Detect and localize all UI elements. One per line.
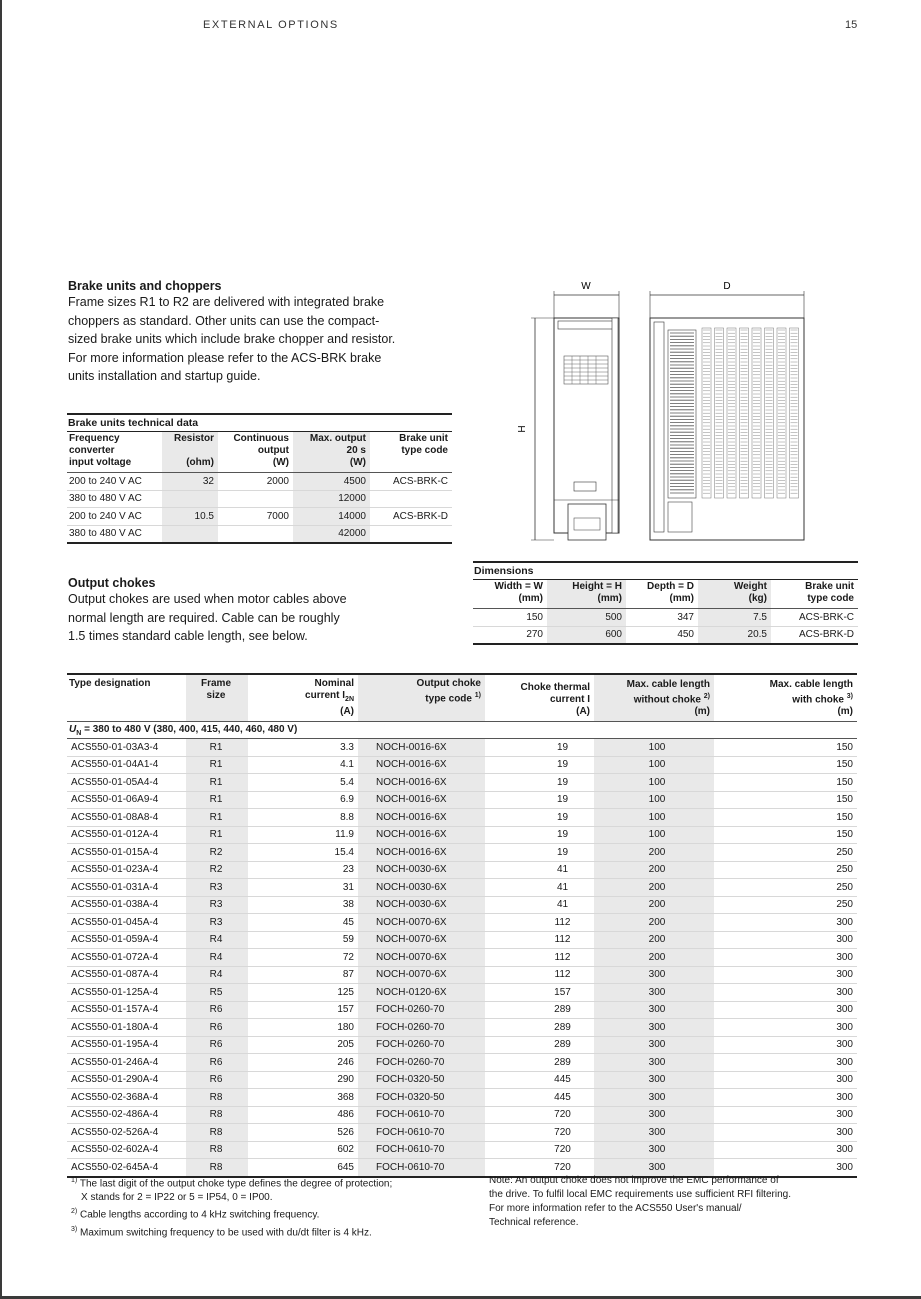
table-cell: 6.9: [248, 791, 358, 809]
table-cell: 45: [248, 914, 358, 932]
table-cell: FOCH-0260-70: [358, 1036, 485, 1054]
table-cell: 19: [485, 791, 594, 809]
table-cell: 200: [594, 844, 714, 862]
table-cell: ACS550-01-087A-4: [67, 966, 186, 984]
table-cell: 38: [248, 896, 358, 914]
table-cell: 300: [714, 1159, 857, 1177]
voltage-group-row: $U_N = 380$ to 480 V (380, 400, 415, 440, 460, 480 V): [67, 722, 857, 739]
table-cell: NOCH-0016-6X: [358, 844, 485, 862]
table-cell: 300: [594, 1019, 714, 1037]
table-cell: FOCH-0320-50: [358, 1089, 485, 1107]
table-cell: 602: [248, 1141, 358, 1159]
table-cell: ACS550-01-08A8-4: [67, 809, 186, 827]
table-cell: 300: [714, 966, 857, 984]
table-cell: 8.8: [248, 809, 358, 827]
table-cell: ACS550-02-645A-4: [67, 1159, 186, 1177]
table-cell: 59: [248, 931, 358, 949]
table-cell: 300: [714, 1124, 857, 1142]
table-cell: 20.5: [698, 626, 771, 644]
table-cell: [162, 490, 218, 508]
column-header: Choke thermal current I (A): [485, 675, 594, 722]
table-cell: 250: [714, 844, 857, 862]
table-cell: 300: [594, 1106, 714, 1124]
width-label: W: [581, 281, 591, 292]
column-header: Type designation: [67, 675, 186, 722]
table-cell: 445: [485, 1071, 594, 1089]
column-header: Resistor (ohm): [162, 432, 218, 473]
table-row: [67, 984, 857, 1002]
table-row: [67, 473, 452, 491]
table-cell: 270: [473, 626, 547, 644]
table-cell: 4.1: [248, 756, 358, 774]
output-chokes-heading: Output chokes: [68, 576, 156, 590]
table-cell: 112: [485, 931, 594, 949]
table-cell: 300: [714, 931, 857, 949]
table-cell: 12000: [293, 490, 370, 508]
table-cell: 72: [248, 949, 358, 967]
column-header: Nominal current $I_{2N}$ (A): [248, 675, 358, 722]
section-title: EXTERNAL OPTIONS: [203, 19, 339, 31]
column-header: Max. cable length with choke $^{3)}$ (m): [714, 675, 857, 722]
note-line: the drive. To fulfil local EMC requirements use sufficient RFI filtering.: [489, 1189, 791, 1200]
text-line: 1.5 times standard cable length, see below.: [68, 629, 308, 644]
table-cell: 300: [594, 1036, 714, 1054]
table-cell: 347: [626, 609, 698, 627]
table-cell: ACS550-01-157A-4: [67, 1001, 186, 1019]
table-cell: ACS550-02-526A-4: [67, 1124, 186, 1142]
table-cell: 289: [485, 1001, 594, 1019]
table-row: [473, 609, 858, 627]
table-cell: 300: [714, 914, 857, 932]
table-cell: NOCH-0016-6X: [358, 756, 485, 774]
table-cell: NOCH-0016-6X: [358, 774, 485, 792]
table-cell: 600: [547, 626, 626, 644]
table-cell: ACS550-01-290A-4: [67, 1071, 186, 1089]
table-cell: R3: [186, 879, 248, 897]
table-cell: 720: [485, 1124, 594, 1142]
table-cell: ACS550-01-059A-4: [67, 931, 186, 949]
table-cell: 150: [714, 739, 857, 757]
column-header: Max. cable length without choke $^{2)}$ (m): [594, 675, 714, 722]
table-cell: 300: [714, 1141, 857, 1159]
table-cell: 41: [485, 861, 594, 879]
table-cell: 200: [594, 949, 714, 967]
column-header: Output choke type code $^{1)}$: [358, 675, 485, 722]
text-line: units installation and startup guide.: [68, 369, 261, 384]
table-cell: 380 to 480 V AC: [67, 525, 162, 543]
table-row: [67, 809, 857, 827]
table-cell: 112: [485, 949, 594, 967]
table-cell: NOCH-0120-6X: [358, 984, 485, 1002]
table-cell: 720: [485, 1141, 594, 1159]
text-line: For more information please refer to the ACS-BRK brake: [68, 350, 382, 365]
table-cell: R2: [186, 861, 248, 879]
table-cell: 180: [248, 1019, 358, 1037]
text-line: choppers as standard. Other units can use the compact-: [68, 313, 380, 328]
table-cell: NOCH-0016-6X: [358, 826, 485, 844]
note-line: Technical reference.: [489, 1217, 579, 1228]
table-cell: ACS550-01-038A-4: [67, 896, 186, 914]
table-cell: ACS550-01-04A1-4: [67, 756, 186, 774]
table-caption: Dimensions: [473, 563, 858, 580]
table-row: [67, 826, 857, 844]
table-cell: 19: [485, 844, 594, 862]
depth-label: D: [723, 281, 731, 292]
table-cell: 31: [248, 879, 358, 897]
table-row: [67, 490, 452, 508]
table-cell: 32: [162, 473, 218, 491]
table-cell: ACS550-01-023A-4: [67, 861, 186, 879]
table-cell: FOCH-0260-70: [358, 1054, 485, 1072]
table-cell: R4: [186, 966, 248, 984]
table-cell: [370, 490, 452, 508]
table-cell: 112: [485, 966, 594, 984]
table-cell: 300: [594, 1159, 714, 1177]
table-cell: ACS550-01-06A9-4: [67, 791, 186, 809]
table-cell: 300: [714, 1089, 857, 1107]
table-cell: 7.5: [698, 609, 771, 627]
table-cell: R8: [186, 1106, 248, 1124]
table-cell: 300: [594, 1141, 714, 1159]
table-cell: ACS-BRK-D: [370, 508, 452, 526]
table-cell: NOCH-0016-6X: [358, 739, 485, 757]
table-row: [67, 861, 857, 879]
table-cell: 112: [485, 914, 594, 932]
table-cell: R6: [186, 1019, 248, 1037]
table-cell: 300: [594, 1054, 714, 1072]
table-row: [67, 791, 857, 809]
table-cell: 450: [626, 626, 698, 644]
table-cell: 2000: [218, 473, 293, 491]
table-cell: FOCH-0610-70: [358, 1124, 485, 1142]
footnote: $^{3)}$ Maximum switching frequency to be used with du/dt filter is 4 kHz.: [71, 1225, 372, 1238]
table-cell: R1: [186, 826, 248, 844]
table-cell: R8: [186, 1159, 248, 1177]
table-cell: 15.4: [248, 844, 358, 862]
table-row: [67, 844, 857, 862]
column-header: Brake unit type code: [771, 580, 858, 609]
table-cell: 150: [714, 756, 857, 774]
table-cell: ACS550-02-602A-4: [67, 1141, 186, 1159]
page-border: [0, 0, 2, 1299]
table-cell: 246: [248, 1054, 358, 1072]
table-cell: ACS550-01-031A-4: [67, 879, 186, 897]
note-line: For more information refer to the ACS550 User's manual/: [489, 1203, 742, 1214]
table-cell: 10.5: [162, 508, 218, 526]
table-cell: 200 to 240 V AC: [67, 473, 162, 491]
table-cell: NOCH-0070-6X: [358, 914, 485, 932]
table-cell: 19: [485, 756, 594, 774]
table-cell: 500: [547, 609, 626, 627]
table-cell: 205: [248, 1036, 358, 1054]
footnote: X stands for 2 = IP22 or 5 = IP54, 0 = IP00.: [81, 1192, 273, 1204]
table-cell: 100: [594, 739, 714, 757]
table-cell: 200: [594, 879, 714, 897]
text-line: Frame sizes R1 to R2 are delivered with integrated brake: [68, 295, 385, 309]
table-cell: 100: [594, 791, 714, 809]
table-cell: 100: [594, 756, 714, 774]
table-cell: ACS550-01-012A-4: [67, 826, 186, 844]
table-cell: NOCH-0030-6X: [358, 896, 485, 914]
table-cell: NOCH-0070-6X: [358, 931, 485, 949]
table-row: [67, 756, 857, 774]
table-cell: ACS550-01-03A3-4: [67, 739, 186, 757]
table-cell: NOCH-0030-6X: [358, 861, 485, 879]
table-cell: 150: [714, 809, 857, 827]
table-cell: 300: [714, 1054, 857, 1072]
table-cell: 3.3: [248, 739, 358, 757]
table-cell: ACS-BRK-C: [370, 473, 452, 491]
table-cell: 486: [248, 1106, 358, 1124]
table-cell: ACS-BRK-C: [771, 609, 858, 627]
table-row: [67, 1141, 857, 1159]
table-row: [473, 626, 858, 644]
table-cell: FOCH-0610-70: [358, 1159, 485, 1177]
table-cell: 23: [248, 861, 358, 879]
table-cell: ACS550-01-180A-4: [67, 1019, 186, 1037]
table-cell: ACS550-02-368A-4: [67, 1089, 186, 1107]
column-header: Brake unit type code: [370, 432, 452, 473]
table-row: [67, 1106, 857, 1124]
table-cell: R5: [186, 984, 248, 1002]
brake-units-table: [67, 413, 452, 544]
table-cell: 289: [485, 1019, 594, 1037]
note-line: Note: An output choke does not improve the EMC performance of: [489, 1175, 779, 1186]
table-cell: 300: [714, 1001, 857, 1019]
table-row: [67, 931, 857, 949]
table-row: [67, 1071, 857, 1089]
table-cell: [218, 490, 293, 508]
table-cell: R1: [186, 791, 248, 809]
table-row: [67, 879, 857, 897]
table-cell: 150: [714, 791, 857, 809]
table-row: [67, 739, 857, 757]
table-cell: NOCH-0030-6X: [358, 879, 485, 897]
table-cell: 157: [485, 984, 594, 1002]
brake-units-heading: Brake units and choppers: [68, 279, 222, 293]
table-cell: FOCH-0260-70: [358, 1019, 485, 1037]
table-cell: 290: [248, 1071, 358, 1089]
output-chokes-text: [68, 590, 428, 646]
footnotes: [71, 1174, 481, 1240]
brake-unit-dimension-drawing: [516, 278, 816, 550]
table-cell: 300: [714, 1071, 857, 1089]
table-cell: NOCH-0016-6X: [358, 791, 485, 809]
text-line: sized brake units which include brake chopper and resistor.: [68, 332, 396, 347]
table-cell: 100: [594, 774, 714, 792]
table-cell: 157: [248, 1001, 358, 1019]
table-cell: 19: [485, 739, 594, 757]
table-cell: 445: [485, 1089, 594, 1107]
table-cell: 300: [714, 1036, 857, 1054]
table-cell: 380 to 480 V AC: [67, 490, 162, 508]
table-cell: R1: [186, 756, 248, 774]
table-cell: FOCH-0610-70: [358, 1141, 485, 1159]
table-row: [67, 1054, 857, 1072]
table-cell: 289: [485, 1054, 594, 1072]
table-cell: ACS550-01-125A-4: [67, 984, 186, 1002]
table-cell: 200: [594, 896, 714, 914]
column-header: Continuous output (W): [218, 432, 293, 473]
table-row: [67, 774, 857, 792]
output-chokes-table: [67, 673, 857, 1178]
table-cell: 300: [594, 984, 714, 1002]
table-cell: 150: [714, 826, 857, 844]
table-cell: 720: [485, 1159, 594, 1177]
column-header: Width = W (mm): [473, 580, 547, 609]
table-cell: 300: [594, 966, 714, 984]
table-row: [67, 966, 857, 984]
table-cell: [162, 525, 218, 543]
height-label: H: [517, 425, 528, 433]
table-cell: 4500: [293, 473, 370, 491]
table-cell: 19: [485, 809, 594, 827]
table-cell: 250: [714, 896, 857, 914]
table-cell: R1: [186, 809, 248, 827]
table-row: [67, 525, 452, 543]
table-cell: NOCH-0016-6X: [358, 809, 485, 827]
table-cell: 19: [485, 826, 594, 844]
table-cell: 720: [485, 1106, 594, 1124]
table-cell: 19: [485, 774, 594, 792]
column-header: Height = H (mm): [547, 580, 626, 609]
table-cell: 300: [594, 1124, 714, 1142]
footnote: $^{1)}$ The last digit of the output choke type defines the degree of protection;: [71, 1177, 393, 1190]
table-cell: ACS550-01-246A-4: [67, 1054, 186, 1072]
table-cell: 368: [248, 1089, 358, 1107]
table-row: [67, 1089, 857, 1107]
brake-units-text: [68, 293, 458, 386]
column-header: Max. output 20 s (W): [293, 432, 370, 473]
table-row: [67, 1036, 857, 1054]
table-cell: R4: [186, 949, 248, 967]
table-cell: 200: [594, 931, 714, 949]
table-cell: 250: [714, 861, 857, 879]
table-row: [67, 1124, 857, 1142]
output-chokes-section: [68, 576, 428, 646]
table-cell: R4: [186, 931, 248, 949]
table-cell: 200 to 240 V AC: [67, 508, 162, 526]
table-cell: R3: [186, 896, 248, 914]
table-cell: 11.9: [248, 826, 358, 844]
table-cell: 300: [714, 1106, 857, 1124]
table-cell: [370, 525, 452, 543]
table-cell: ACS-BRK-D: [771, 626, 858, 644]
table-cell: ACS550-01-05A4-4: [67, 774, 186, 792]
dimensions-table: [473, 561, 858, 645]
table-cell: 289: [485, 1036, 594, 1054]
table-cell: [218, 525, 293, 543]
table-cell: 300: [594, 1001, 714, 1019]
table-cell: FOCH-0260-70: [358, 1001, 485, 1019]
brake-units-section: [68, 279, 458, 386]
table-cell: 125: [248, 984, 358, 1002]
table-row: [67, 896, 857, 914]
table-cell: 7000: [218, 508, 293, 526]
table-cell: R6: [186, 1001, 248, 1019]
table-cell: ACS550-02-486A-4: [67, 1106, 186, 1124]
table-cell: R6: [186, 1054, 248, 1072]
table-row: [67, 1001, 857, 1019]
table-cell: 250: [714, 879, 857, 897]
table-caption: Brake units technical data: [67, 415, 452, 432]
table-row: [67, 949, 857, 967]
table-cell: 41: [485, 879, 594, 897]
page-number: 15: [845, 19, 858, 31]
table-cell: 100: [594, 809, 714, 827]
table-cell: R3: [186, 914, 248, 932]
table-cell: ACS550-01-072A-4: [67, 949, 186, 967]
table-cell: NOCH-0070-6X: [358, 966, 485, 984]
table-cell: 150: [714, 774, 857, 792]
table-cell: ACS550-01-015A-4: [67, 844, 186, 862]
footnote: $^{2)}$ Cable lengths according to 4 kHz switching frequency.: [71, 1208, 320, 1221]
table-cell: ACS550-01-045A-4: [67, 914, 186, 932]
table-cell: R6: [186, 1036, 248, 1054]
table-row: [67, 508, 452, 526]
table-cell: R1: [186, 739, 248, 757]
table-cell: 14000: [293, 508, 370, 526]
table-cell: R1: [186, 774, 248, 792]
emc-note: [489, 1174, 859, 1230]
table-cell: R8: [186, 1089, 248, 1107]
column-header: Weight (kg): [698, 580, 771, 609]
table-cell: 200: [594, 861, 714, 879]
table-cell: 300: [594, 1089, 714, 1107]
table-cell: 41: [485, 896, 594, 914]
table-cell: R2: [186, 844, 248, 862]
table-cell: NOCH-0070-6X: [358, 949, 485, 967]
table-row: [67, 914, 857, 932]
text-line: Output chokes are used when motor cables above: [68, 592, 347, 606]
table-cell: 300: [714, 1019, 857, 1037]
table-cell: FOCH-0610-70: [358, 1106, 485, 1124]
table-cell: ACS550-01-195A-4: [67, 1036, 186, 1054]
table-cell: 300: [594, 1071, 714, 1089]
column-header: Frequency converter input voltage: [67, 432, 162, 473]
table-row: [67, 1019, 857, 1037]
table-cell: 100: [594, 826, 714, 844]
table-cell: 5.4: [248, 774, 358, 792]
table-cell: 300: [714, 984, 857, 1002]
table-cell: R8: [186, 1141, 248, 1159]
table-cell: 526: [248, 1124, 358, 1142]
table-cell: 42000: [293, 525, 370, 543]
table-cell: FOCH-0320-50: [358, 1071, 485, 1089]
text-line: normal length are required. Cable can be roughly: [68, 610, 340, 625]
table-cell: 645: [248, 1159, 358, 1177]
column-header: Frame size: [186, 675, 248, 722]
column-header: Depth = D (mm): [626, 580, 698, 609]
table-cell: 200: [594, 914, 714, 932]
table-cell: 150: [473, 609, 547, 627]
table-cell: R6: [186, 1071, 248, 1089]
table-cell: R8: [186, 1124, 248, 1142]
table-cell: 87: [248, 966, 358, 984]
table-cell: 300: [714, 949, 857, 967]
